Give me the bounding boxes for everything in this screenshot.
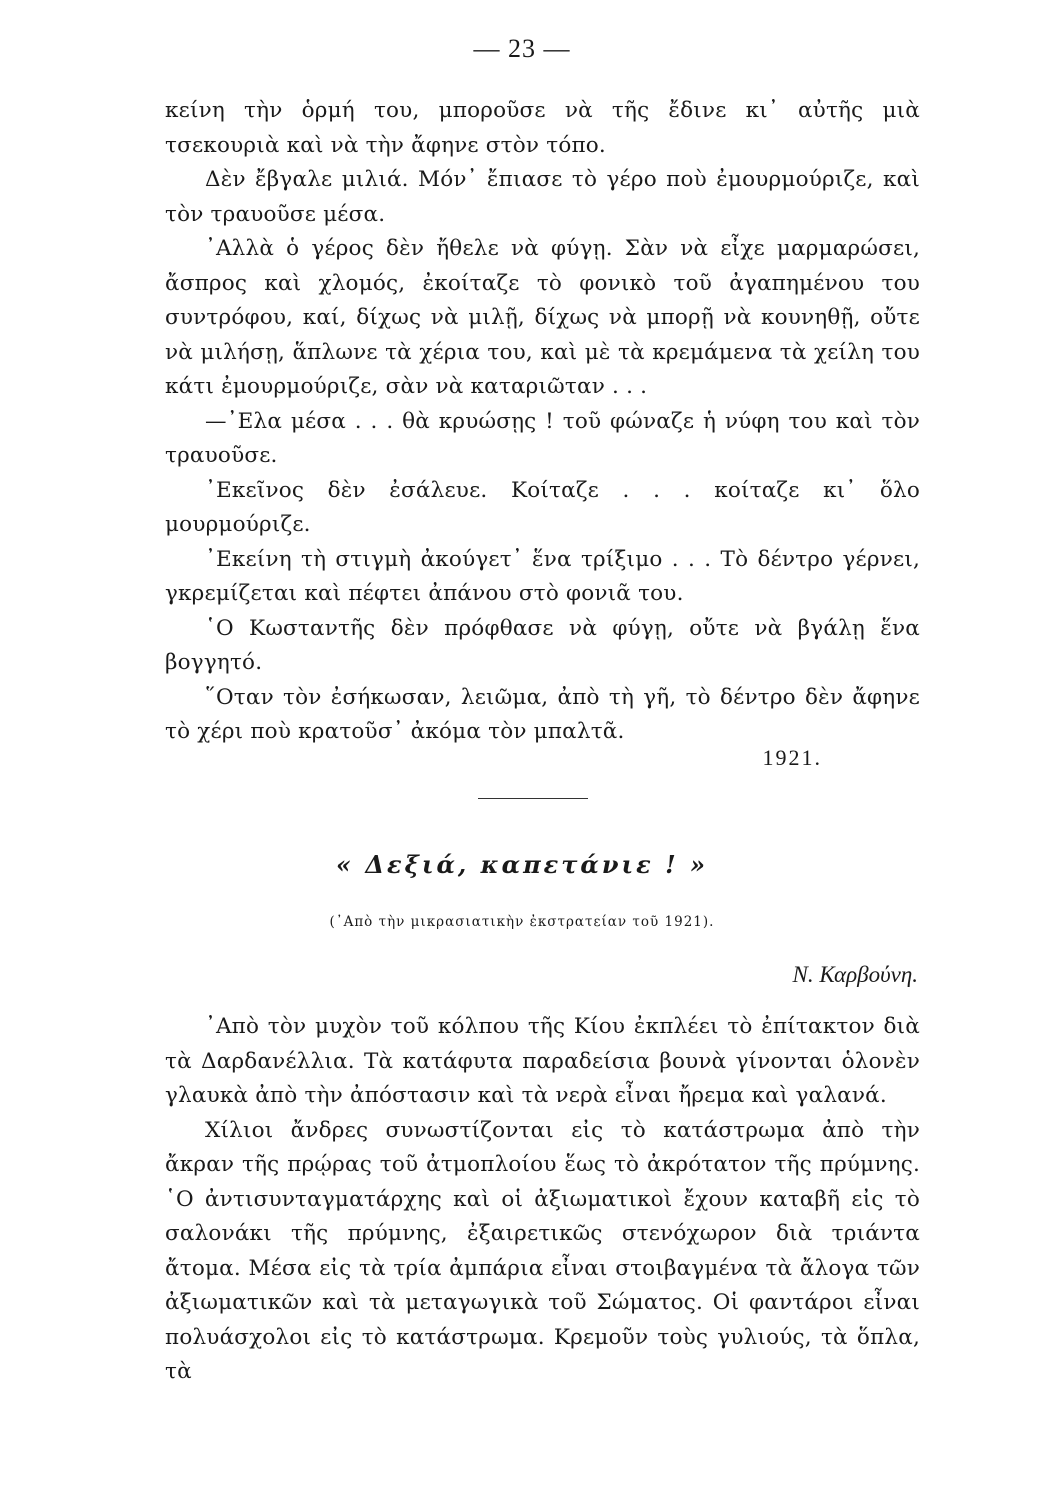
story-title: « Δεξιά, καπετάνιε ! » (336, 850, 708, 879)
paragraph: ᾽Εκείνη τὴ στιγμὴ ἀκούγετ᾽ ἕνα τρίξιμο . . . Τὸ δέντρο γέρνει, γκρεμίζεται καὶ πέφτει ἀπάνου στὸ φονιᾶ του. (165, 546, 920, 606)
paragraph: —᾽Ελα μέσα . . . θὰ κρυώσῃς ! τοῦ φώναζε ἡ νύφη του καὶ τὸν τραυοῦσε. (165, 408, 920, 468)
paragraph: κείνη τὴν ὁρμή του, μποροῦσε νὰ τῆς ἔδινε κι᾽ αὐτῆς μιὰ τσεκουριὰ καὶ νὰ τὴν ἄφηνε στὸν τόπο. (165, 98, 920, 158)
story-ending-text (165, 94, 920, 750)
paragraph: ᾽Εκεῖνος δὲν ἐσάλευε. Κοίταζε . . . κοίταζε κι᾽ ὅλο μουρμούριζε. (165, 477, 920, 537)
paragraph: ῾Ο Κωσταντῆς δὲν πρόφθασε νὰ φύγῃ, οὔτε νὰ βγάλῃ ἕνα βογγητό. (165, 615, 920, 675)
paragraph: Χίλιοι ἄνδρες συνωστίζονται εἰς τὸ κατάστρωμα ἀπὸ τὴν ἄκραν τῆς πρῴρας τοῦ ἀτμοπλοίου ἕως τὸ ἀκρότατον τῆς πρύμνης. ῾Ο ἀντισυνταγματάρχης καὶ οἱ ἀξιωματικοὶ ἔχουν καταβῆ εἰς τὸ σαλονάκι τῆς πρύμνης, ἐξαιρετικῶς στενόχωρον διὰ τριάντα ἄτομα. Μέσα εἰς τὰ τρία ἀμπάρια εἶναι στοιβαγμένα τὰ ἄλογα τῶν ἀξιωματικῶν καὶ τὰ μεταγωγικὰ τοῦ Σώματος. Οἱ φαντάροι εἶναι πολυάσχολοι εἰς τὸ κατάστρωμα. Κρεμοῦν τοὺς γυλιούς, τὰ ὅπλα, τὰ (165, 1117, 920, 1384)
page-number: — 23 — (473, 34, 571, 63)
paragraph: Δὲν ἔβγαλε μιλιά. Μόν᾽ ἔπιασε τὸ γέρο ποὺ ἐμουρμούριζε, καὶ τὸν τραυοῦσε μέσα. (165, 167, 920, 227)
story-author: Ν. Καρβούνη. (792, 962, 918, 987)
new-story-text (165, 1010, 920, 1390)
story-subtitle: (᾽Απὸ τὴν μικρασιατικὴν ἐκστρατείαν τοῦ 1921). (329, 914, 715, 930)
paragraph: ᾽Απὸ τὸν μυχὸν τοῦ κόλπου τῆς Κίου ἐκπλέει τὸ ἐπίτακτον διὰ τὰ Δαρδανέλλια. Τὰ κατάφυτα παραδείσια βουνὰ γίνονται ὁλονὲν γλαυκὰ ἀπὸ τὴν ἀπόστασιν καὶ τὰ νερὰ εἶναι ἤρεμα καὶ γαλανά. (165, 1014, 920, 1108)
paragraph: ῞Οταν τὸν ἐσήκωσαν, λειῶμα, ἀπὸ τὴ γῆ, τὸ δέντρο δὲν ἄφηνε τὸ χέρι ποὺ κρατοῦσ᾽ ἀκόμα τὸν μπαλτᾶ. (165, 684, 920, 744)
section-divider (478, 798, 588, 799)
paragraph: ᾽Αλλὰ ὁ γέρος δὲν ἤθελε νὰ φύγῃ. Σὰν νὰ εἶχε μαρμαρώσει, ἄσπρος καὶ χλομός, ἐκοίταζε τὸ φονικὸ τοῦ ἀγαπημένου του συντρόφου, καί, δίχως νὰ μιλῇ, δίχως νὰ μπορῇ νὰ κουνηθῇ, οὔτε νὰ μιλήσῃ, ἅπλωνε τὰ χέρια του, καὶ μὲ τὰ κρεμάμενα τὰ χείλη του κάτι ἐμουρμούριζε, σὰν νὰ καταριῶταν . . . (165, 236, 920, 399)
story-date: 1921. (762, 745, 822, 770)
